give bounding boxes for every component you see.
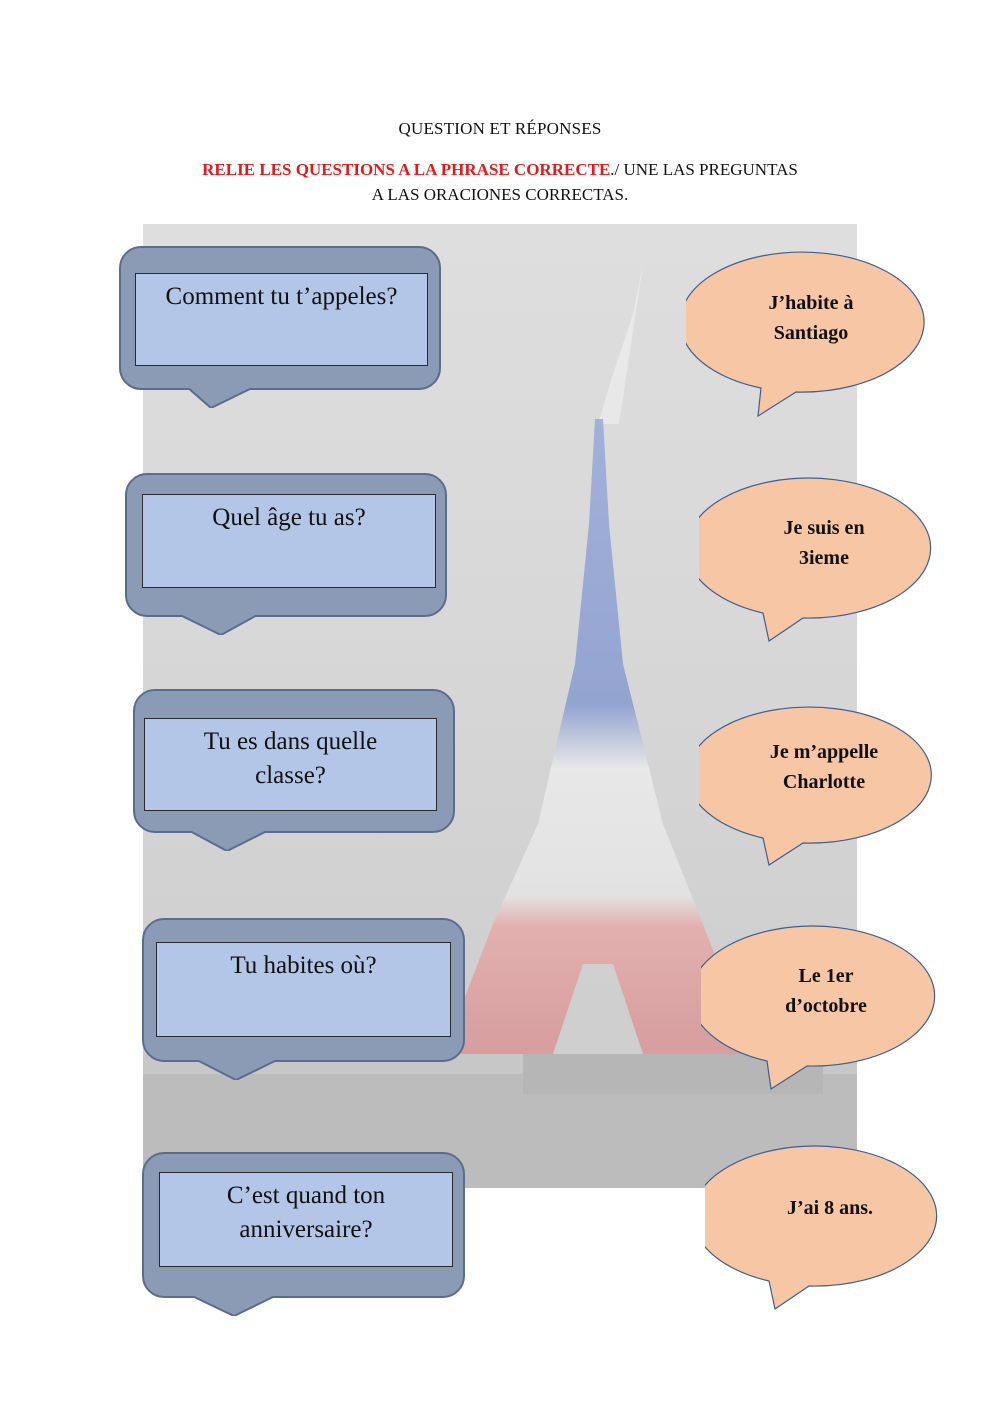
question-text-line2: anniversaire? [239,1216,373,1243]
answer-text: J’habite à [768,292,854,314]
answer-text-line2: 3ieme [799,547,849,569]
answer-bubble-1[interactable] [686,250,936,420]
question-text: Tu es dans quelle [203,728,378,755]
question-text-line2: classe? [255,762,326,789]
question-text: C’est quand ton [226,1182,386,1209]
answer-text-line2: Santiago [773,322,849,344]
instructions [120,157,880,207]
question-bubble-4[interactable] [142,918,465,1080]
instruction-spanish-part2: A LAS ORACIONES CORRECTAS. [371,185,629,204]
answer-text: Le 1er [798,965,854,987]
question-bubble-1[interactable] [119,246,441,408]
question-bubble-5[interactable] [142,1152,465,1316]
instruction-spanish-part1: ./ UNE LAS PREGUNTAS [610,160,798,179]
page-title: QUESTION ET RÉPONSES [398,119,602,138]
answer-bubble-2[interactable] [699,475,949,645]
answer-text: Je suis en [783,517,865,539]
answer-text: Je m’appelle [769,741,879,763]
question-bubble-2[interactable] [125,473,447,635]
answer-text-line2: d’octobre [785,995,867,1017]
question-text: Comment tu t’appeles? [165,283,398,310]
question-text: Tu habites où? [230,952,377,979]
answer-text-line2: Charlotte [782,771,866,793]
answer-text: J’ai 8 ans. [786,1197,874,1219]
answer-bubble-4[interactable] [701,925,951,1093]
answer-bubble-5[interactable] [705,1145,955,1313]
question-text: Quel âge tu as? [212,504,366,531]
instruction-french: RELIE LES QUESTIONS A LA PHRASE CORRECTE [202,160,611,179]
answer-bubble-3[interactable] [699,705,949,870]
question-bubble-3[interactable] [133,689,455,851]
